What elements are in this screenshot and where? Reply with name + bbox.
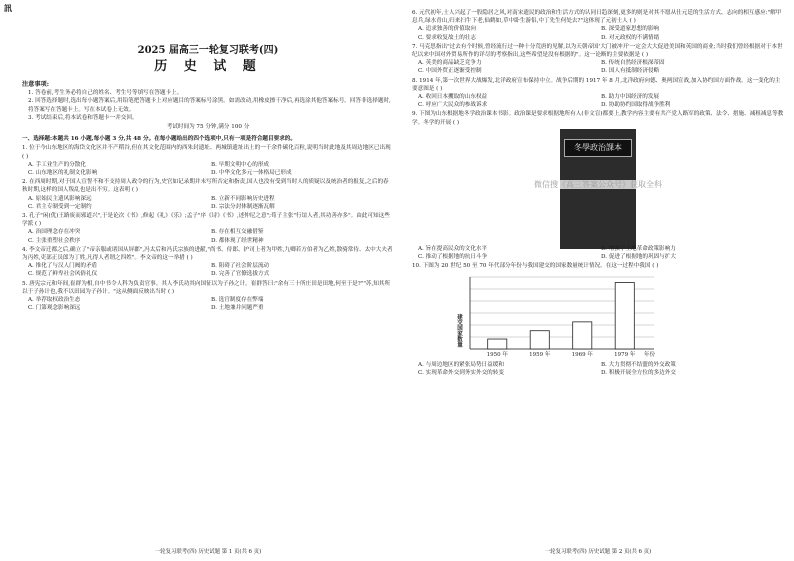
watermark [412,181,784,189]
option[interactable]: A. 推化了与汉人门阀的矛盾 [28,263,98,270]
q9-options [412,245,784,261]
footer-left: 一轮复习联考(四) 历史试题 第 1 页(共 6 页) [154,549,262,555]
option[interactable]: C. 要求收复故土的壮志 [418,34,476,41]
x-tick-label: 1979 年 [614,351,636,358]
option[interactable]: D. 都体现了经世精神 [211,237,264,244]
question-options [412,245,784,261]
left-page [22,8,394,555]
question-options [22,262,394,278]
notice-item: 3. 考试结束后,将本试卷和答题卡一并交回。 [28,114,138,121]
bar [488,339,507,349]
left-question-list [22,144,394,312]
bar-chart [462,273,662,361]
question-options [22,161,394,177]
footer-right: 一轮复习联考(四) 历史试题 第 2 页(共 6 页) [544,549,652,555]
option[interactable]: A. 与周边地区的紧张局势日益缓和 [418,361,504,368]
corner-mark: 訊 [4,3,12,13]
question-stem: 2. 在西周时期,对于国人宣誓不和不支持周人政令的行为,史官如记录期并未写所否定和指责,国人也没有受到当时人的质疑以及统治者的报复,之后的春秋时期,这样的国人叛乱也是出不穷。这表明 ( ) [22,179,389,194]
option[interactable]: D. 国人有抵制经济侵略 [601,68,660,75]
question-stem: 7. 马克思指出"过去有个时候,曾经流行过一种十分荒唐的见解,以为天朝帝国'大门被冲开'一定会大大促进美国和英国的商业;当时我们曾经根据对于本世纪以来中国对外贸易所作的详尽的考察指出,这些希望是没有根据的"。这一论断的主要依据是 ( ) [412,43,783,59]
notice-block [22,81,394,131]
option[interactable]: D. 促进了根据地的巩固与扩大 [601,254,676,261]
question-options [412,25,784,41]
option[interactable]: D. 中华文化多元一体格局已形成 [211,170,292,177]
option[interactable]: C. 门第观念影响深远 [28,305,81,312]
x-axis-label: 年份 [643,351,655,358]
question-options [22,296,394,312]
option[interactable]: D. 积极开展全方位的多边外交 [601,369,676,376]
option[interactable]: A. 原始民主遗风影响深远 [28,195,92,202]
question-options [412,93,784,109]
option[interactable]: C. 中国外贸正逐渐受控制 [418,68,482,75]
option[interactable]: B. 早期文明中心的形成 [211,161,270,168]
x-tick-label: 1950 年 [486,351,508,358]
option[interactable]: A. 治国理念存在冲突 [28,229,81,236]
notice-heading: 注意事项: [22,81,50,88]
question-10-stem: 10. 下图为 20 世纪 50 至 70 年代部分年份与我国建交的国家数量统计情况。在这一过程中我国 ( ) [412,263,659,270]
option[interactable]: A. 收回日本攫取的山东权益 [418,94,488,101]
option[interactable]: B. 阻碍了社会阶层流动 [211,263,270,270]
chart-block [412,273,784,361]
notice-item: 2. 回答选择题时,选出每小题答案后,用铅笔把答题卡上对应题目的答案标号涂黑。如需改动,用橡皮擦干净后,再选涂其他答案标号。回答非选择题时,将答案写在答题卡上。写在本试卷上无效。 [28,98,391,113]
option[interactable]: D. 完善了官僚选拔方式 [211,271,270,278]
chart-y-label: 建交国家数量 [456,314,462,348]
watermark-text: 微信搜《高三答案公众号》获取全科 [531,180,665,189]
option[interactable]: D. 对元政权的不满情绪 [601,34,660,41]
option[interactable]: B. 大力贯彻不结盟的外交政策 [601,361,676,368]
option[interactable]: A. 英美的商品缺乏竞争力 [418,60,482,67]
option[interactable]: C. 规范了鲜卑社会风俗礼仪 [28,271,98,278]
option[interactable]: C. 呼应广大民众的参战诉求 [418,102,488,109]
option[interactable]: C. 实现革命外交到务实外交的转变 [418,369,504,376]
bar [530,330,549,348]
exam-info: 考试时间为 75 分钟,满分 100 分 [166,124,250,131]
question-stem: 3. 孔子"闲(优)王路废而邪道兴",于是论次《书》,修起《礼》《乐》;孟子"序《诗》《书》,述仲尼之意";荀子主张"行谊人者,其功善亦多"。由此可知这些学派 ( ) [22,213,390,228]
textbook-cover-title: 冬學政治課本 [564,139,632,157]
option[interactable]: B. 存在相互交融借鉴 [211,229,264,236]
bar [573,322,592,349]
option[interactable]: D. 土地兼并问题严重 [211,305,264,312]
option[interactable]: C. 君主专制受到一定制约 [28,203,92,210]
option[interactable]: B. 选官制度存在弊端 [211,297,264,304]
question-stem: 1. 位于今山东地区的海岱文化区并不产稻谷,但在其文化范围内的西朱封遗址、两城镇遗址出土的一千余件碳化百粒,说明当时此地及其周边地区已出现 ( ) [22,145,391,160]
option[interactable]: B. 传统自然经济根深蒂固 [601,60,665,67]
option[interactable]: C. 主张重塑社会秩序 [28,237,81,244]
exam-title: 2025 届高三一轮复习联考(四) [137,45,279,56]
question-stem: 9. 下图为山东根据地冬学政治课本书影。政治课是要求根据地所有人(非文盲)都要上,教学内容主要有共产党人路军的政策、法令、措施、减租减息等教学。冬学的开展 ( ) [412,111,784,126]
notice-item: 1. 答卷前,考生务必将自己的姓名、考生号等填写在答题卡上。 [28,90,183,97]
question-stem: 4. 李文帝迁都之后,确立了"帝亲服或诸国从屏郡",冯太后和冯氏宗族的进献,"尚书、侍郎、护司上者为甲姓,九卿若方伯者为乙姓,散骑常侍、太中大夫者为丙姓,吏部正员郎为丁姓,凡得人者谓之四姓"。李文帝的这一举措 ( ) [22,246,393,262]
exam-subject: 历 史 试 题 [154,59,262,74]
option[interactable]: B. 助力中国经济的发展 [601,94,660,101]
option[interactable]: A. 追求独善的价值取向 [418,26,476,33]
question-options [22,195,394,211]
option[interactable]: A. 旨在提高民众的文化水平 [418,246,488,253]
question-options [412,59,784,75]
option[interactable]: D. 宗法分封体制逐渐瓦解 [211,203,275,210]
bar [615,282,634,348]
question-stem: 6. 元代初年,士人兴起了一股隐居之风,对南宋遗民的政治和生活方式的认同日趋深刻,更多的则是对其不愿从仕元廷的生活方式、志向的相互感应:"解甲息兵,绿水青山,归来扫牛下老,仙鹤如,草中卧生游侣,中丁先生何处去?"这体现了元初士人 ( ) [412,10,782,25]
option[interactable]: A. 举荐取权政治生态 [28,297,81,304]
option[interactable]: B. 增强了土地革命政策影响力 [601,246,676,253]
question-10-options [412,361,784,377]
right-page [412,8,784,555]
question-stem: 8. 1914 年,第一次世界大战爆发,北洋政府宣布保持中立。战争后期的 1917 年 8 月,北洋政府向德、奥两国宣战,加入协约国方面作战。这一变化的主要意图是 ( ) [412,77,781,92]
x-tick-label: 1969 年 [571,351,593,358]
option[interactable]: C. 山东地区的礼制文化影响 [28,170,98,177]
section-heading: 一、选择题:本题共 16 小题,每小题 3 分,共 48 分。在每小题给出的四个选项中,只有一项是符合题目要求的。 [22,136,296,143]
option[interactable]: A. 手工业生产的分散化 [28,161,86,168]
question-options [22,228,394,244]
option[interactable]: C. 推动了根据地的抗日斗争 [418,254,488,261]
question-stem: 5. 唐宪宗元和年间,崔群为相,自中书令人科为负责官事。其人李氏功其向国征以为子孙之计。崔群答曰:"余有三十所庄田是田地,何至于是?""苏,知其所以于子孙计也,我不以田园为子孙计。"这从侧面反映出当时 ( ) [22,280,391,295]
option[interactable]: D. 协助协约国取得战争胜利 [601,102,671,109]
option[interactable]: B. 立新不同影响历史进程 [211,195,275,202]
right-question-list [412,9,784,127]
x-tick-label: 1959 年 [529,351,551,358]
option[interactable]: B. 深受道家思想的影响 [601,26,660,33]
